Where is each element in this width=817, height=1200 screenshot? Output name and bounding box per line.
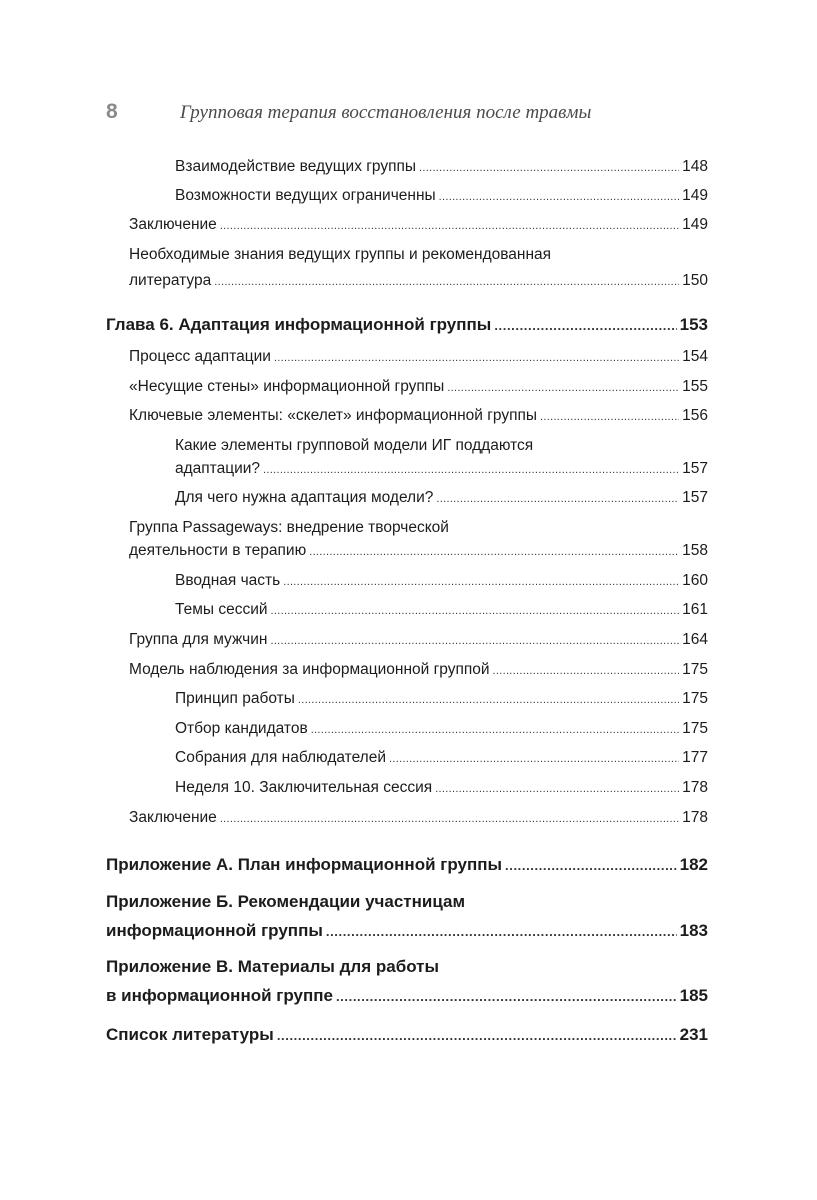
toc-entry-title: Отбор кандидатов xyxy=(175,720,308,737)
dot-leader xyxy=(505,856,677,876)
toc-page-number: 177 xyxy=(682,749,708,766)
dot-leader xyxy=(336,987,677,1007)
dot-leader xyxy=(311,720,679,740)
dot-leader xyxy=(298,690,679,710)
toc-page-number: 231 xyxy=(679,1025,708,1044)
dot-leader xyxy=(439,187,679,207)
toc-entry-title: Принцип работы xyxy=(175,690,295,707)
toc-entry[interactable] xyxy=(129,630,708,650)
toc-entry-title: Взаимодействие ведущих группы xyxy=(175,158,417,175)
toc-entry-title: «Несущие стены» информационной группы xyxy=(129,378,445,395)
toc-page-number: 156 xyxy=(682,407,708,424)
toc-entry[interactable] xyxy=(175,719,708,739)
toc-entry[interactable] xyxy=(175,436,708,479)
dot-leader xyxy=(277,1026,677,1046)
toc-entry[interactable] xyxy=(175,778,708,798)
toc-page-number: 185 xyxy=(679,986,708,1005)
toc-entry-title: Собрания для наблюдателей xyxy=(175,749,387,766)
toc-entry-title: Приложение А. План информационной группы xyxy=(106,855,503,874)
dot-leader xyxy=(214,272,679,292)
toc-entry-title: Возможности ведущих ограниченны xyxy=(175,187,436,204)
toc-page-number: 182 xyxy=(679,855,708,874)
dot-leader xyxy=(263,460,679,480)
toc-entry-title: Группа для мужчин xyxy=(129,631,268,648)
running-title: Групповая терапия восстановления после травмы xyxy=(180,102,592,123)
dot-leader xyxy=(389,749,679,769)
toc-page-number: 160 xyxy=(682,572,708,589)
dot-leader xyxy=(493,661,680,681)
toc-page-number: 175 xyxy=(682,690,708,707)
toc-page-number: 157 xyxy=(682,489,708,506)
toc-entry[interactable] xyxy=(175,600,708,620)
toc-page-number: 164 xyxy=(682,631,708,648)
toc-entry[interactable] xyxy=(175,689,708,709)
toc-entry-title: Заключение xyxy=(129,216,217,233)
dot-leader xyxy=(436,489,679,509)
toc-entry-title: Список литературы xyxy=(106,1025,274,1044)
dot-leader xyxy=(494,316,676,336)
toc-page-number: 148 xyxy=(682,158,708,175)
toc-page-number: 158 xyxy=(682,542,708,559)
dot-leader xyxy=(309,542,679,562)
dot-leader xyxy=(540,407,679,427)
toc-page-number: 175 xyxy=(682,661,708,678)
toc-entry[interactable] xyxy=(129,660,708,680)
toc-page-number: 175 xyxy=(682,720,708,737)
toc-entry-title: Неделя 10. Заключительная сессия xyxy=(175,779,433,796)
toc-appendix-entry[interactable] xyxy=(106,855,708,875)
toc-page-number: 178 xyxy=(682,779,708,796)
toc-entry[interactable] xyxy=(129,406,708,426)
toc-entry[interactable] xyxy=(175,157,708,177)
toc-entry-title: Вводная часть xyxy=(175,572,281,589)
toc-entry-title-cont: адаптации? xyxy=(175,460,261,477)
page-number: 8 xyxy=(106,100,118,123)
dot-leader xyxy=(283,572,679,592)
toc-entry-title: Приложение В. Материалы для работы xyxy=(106,957,440,976)
toc-page-number: 183 xyxy=(679,921,708,940)
toc-entry-title: Приложение Б. Рекомендации участницам xyxy=(106,892,466,911)
dot-leader xyxy=(326,922,677,942)
toc-appendix-entry[interactable] xyxy=(106,892,708,941)
toc-entry[interactable] xyxy=(129,245,708,291)
toc-entry-title-cont: деятельности в терапию xyxy=(129,542,307,559)
toc-entry-title: Процесс адаптации xyxy=(129,348,271,365)
toc-page-number: 154 xyxy=(682,348,708,365)
toc-entry-title: Группа Passageways: внедрение творческой xyxy=(129,519,449,536)
toc-page-number: 178 xyxy=(682,809,708,826)
toc-entry-title: Необходимые знания ведущих группы и рекомендованная xyxy=(129,246,552,263)
toc-entry-title: Для чего нужна адаптация модели? xyxy=(175,489,434,506)
toc-page-number: 161 xyxy=(682,601,708,618)
toc-page-number: 153 xyxy=(679,315,708,334)
toc-entry-title: Заключение xyxy=(129,809,217,826)
dot-leader xyxy=(447,378,679,398)
toc-entry[interactable] xyxy=(175,186,708,206)
dot-leader xyxy=(270,631,679,651)
toc-entry-title-cont: литература xyxy=(129,272,212,289)
toc-entry[interactable] xyxy=(175,748,708,768)
toc-entry-title: Ключевые элементы: «скелет» информационной группы xyxy=(129,407,538,424)
toc-entry[interactable] xyxy=(129,347,708,367)
toc-entry[interactable] xyxy=(175,571,708,591)
toc-entry[interactable] xyxy=(129,808,708,828)
toc-entry[interactable] xyxy=(129,518,708,561)
toc-entry-title: Глава 6. Адаптация информационной группы xyxy=(106,315,492,334)
dot-leader xyxy=(274,348,679,368)
toc-page-number: 157 xyxy=(682,460,708,477)
toc-entry-title: Модель наблюдения за информационной группой xyxy=(129,661,490,678)
toc-page-number: 155 xyxy=(682,378,708,395)
toc-entry-title: Темы сессий xyxy=(175,601,268,618)
toc-appendix-entry[interactable] xyxy=(106,957,708,1006)
dot-leader xyxy=(220,809,679,829)
toc-entry-title-cont: информационной группы xyxy=(106,921,323,940)
dot-leader xyxy=(435,779,679,799)
toc-page-number: 149 xyxy=(682,216,708,233)
toc-bibliography-entry[interactable] xyxy=(106,1025,708,1045)
toc-page-number: 149 xyxy=(682,187,708,204)
toc-page-number: 150 xyxy=(682,272,708,289)
toc-entry[interactable] xyxy=(175,488,708,508)
dot-leader xyxy=(220,216,679,236)
toc-entry[interactable] xyxy=(129,377,708,397)
dot-leader xyxy=(271,601,680,621)
toc-entry-title: Какие элементы групповой модели ИГ поддаются xyxy=(175,437,534,454)
toc-entry-title-cont: в информационной группе xyxy=(106,986,333,1005)
toc-entry[interactable] xyxy=(129,215,708,235)
toc-chapter-entry[interactable] xyxy=(106,315,708,335)
dot-leader xyxy=(419,158,679,178)
